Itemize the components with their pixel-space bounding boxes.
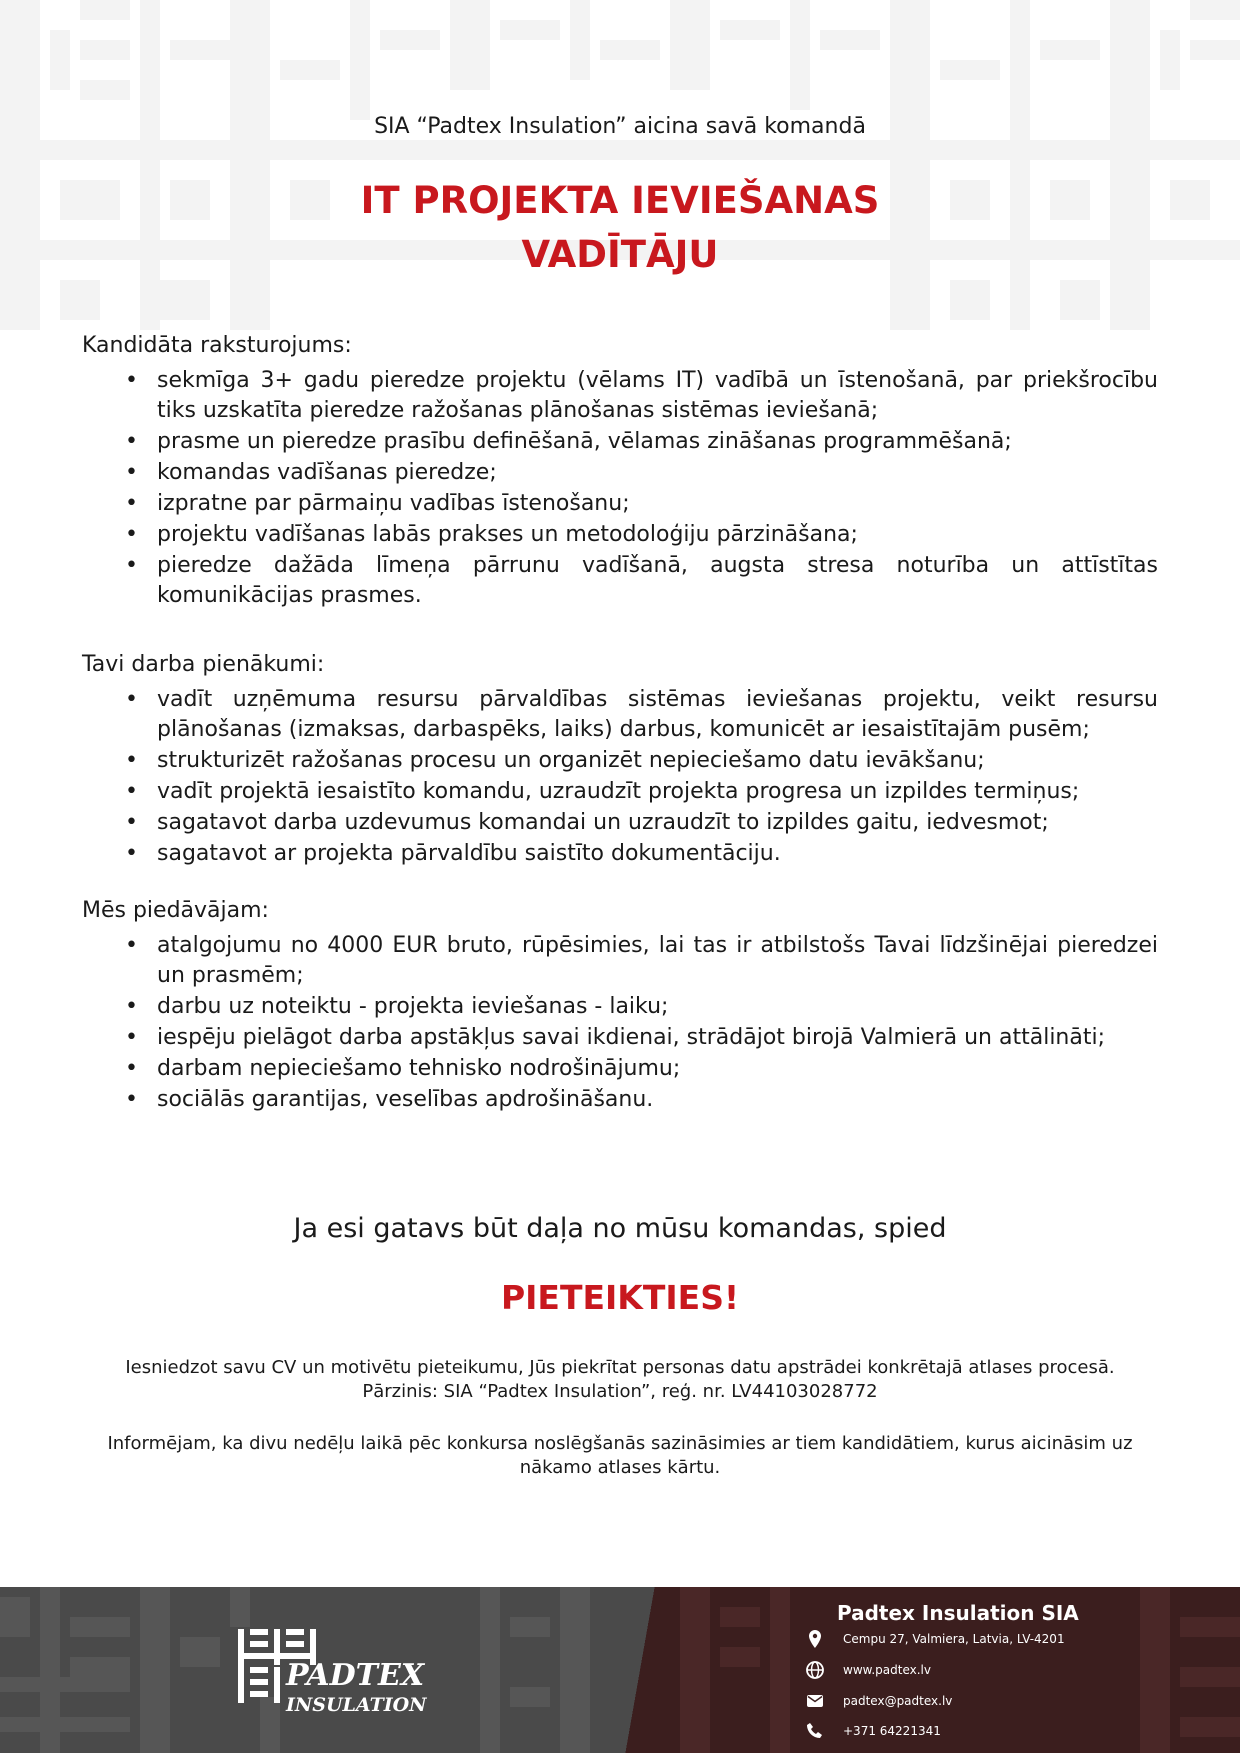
address-text: Cempu 27, Valmiera, Latvia, LV-4201 <box>843 1632 1065 1646</box>
website-link[interactable]: www.padtex.lv <box>843 1663 931 1677</box>
section-heading: Mēs piedāvājam: <box>82 898 269 923</box>
phone-icon <box>805 1721 825 1741</box>
envelope-icon <box>805 1691 825 1711</box>
location-pin-icon <box>805 1629 825 1649</box>
consent-notice <box>82 1356 1158 1404</box>
list-item: • prasme un pieredze prasību definēšanā, vēlamas zināšanas programmēšanā; <box>82 427 1158 457</box>
company-name: Padtex Insulation SIA <box>837 1601 1079 1625</box>
list-item: • iespēju pielāgot darba apstākļus savai ikdienai, strādājot birojā Valmierā un attālināti; <box>82 1023 1158 1053</box>
list-item: • strukturizēt ražošanas procesu un organizēt nepieciešamo datu ievākšanu; <box>82 746 1158 776</box>
selection-info: Informējam, ka divu nedēļu laikā pēc konkursa noslēgšanās sazināsimies ar tiem kandidātiem, kurus aicināsim uz nākamo atlases kārtu. <box>107 1433 1133 1478</box>
section-heading: Tavi darba pienākumi: <box>82 652 325 677</box>
footer <box>0 1587 1240 1753</box>
duties-list <box>82 685 1158 869</box>
section-heading: Kandidāta raksturojums: <box>82 333 352 358</box>
list-item: • sekmīga 3+ gadu pieredze projektu (vēlams IT) vadībā un īstenošanā, par priekšrocību tiks uzskatīta pieredze ražošanas plānošanas sistēmas ieviešanā; <box>82 366 1158 426</box>
requirements-list <box>82 366 1158 611</box>
cta-text: Ja esi gatavs būt daļa no mūsu komandas, spied <box>293 1213 947 1244</box>
contact-email[interactable] <box>805 1690 952 1712</box>
logo-text-padtex: PADTEX <box>286 1658 425 1693</box>
list-item: • sociālās garantijas, veselības apdrošināšanu. <box>82 1085 1158 1115</box>
job-title-line1: IT PROJEKTA IEVIEŠANAS <box>360 179 880 222</box>
consent-line: Iesniedzot savu CV un motivētu pieteikumu, Jūs piekrītat personas datu apstrādei konkrētajā atlases procesā. <box>125 1357 1115 1378</box>
list-item: • sagatavot ar projekta pārvaldību saistīto dokumentāciju. <box>82 839 1158 869</box>
email-link[interactable]: padtex@padtex.lv <box>843 1694 953 1708</box>
section-offer <box>82 898 1158 1116</box>
list-item: • komandas vadīšanas pieredze; <box>82 458 1158 488</box>
list-item: • vadīt uzņēmuma resursu pārvaldības sistēmas ieviešanas projektu, veikt resursu plānošanas (izmaksas, darbaspēks, laiks) darbus, komunicēt ar iesaistītajām pusēm; <box>82 685 1158 745</box>
apply-link[interactable]: PIETEIKTIES! <box>500 1278 740 1317</box>
list-item: • projektu vadīšanas labās prakses un metodoloģiju pārzināšana; <box>82 520 1158 550</box>
footer-divider <box>600 1587 680 1753</box>
logo-text-insulation: INSULATION <box>286 1694 427 1716</box>
list-item: • pieredze dažāda līmeņa pārrunu vadīšanā, augsta stresa noturība un attīstītas komunikācijas prasmes. <box>82 551 1158 611</box>
list-item: • atalgojumu no 4000 EUR bruto, rūpēsimies, lai tas ir atbilstošs Tavai līdzšinējai pieredzei un prasmēm; <box>82 931 1158 991</box>
padtex-logo <box>238 1627 468 1717</box>
list-item: • vadīt projektā iesaistīto komandu, uzraudzīt projekta progresa un izpildes termiņus; <box>82 777 1158 807</box>
job-title-line2: VADĪTĀJU <box>521 233 719 276</box>
phone-link[interactable]: +371 64221341 <box>843 1724 941 1738</box>
intro-text: SIA “Padtex Insulation” aicina savā komandā <box>374 114 866 139</box>
list-item: • darbu uz noteiktu - projekta ieviešanas - laiku; <box>82 992 1158 1022</box>
list-item: • darbam nepieciešamo tehnisko nodrošinājumu; <box>82 1054 1158 1084</box>
section-duties <box>82 652 1158 870</box>
contact-web[interactable] <box>805 1659 931 1681</box>
contact-phone[interactable] <box>805 1720 941 1742</box>
section-candidate-profile <box>82 333 1158 612</box>
list-item: • izpratne par pārmaiņu vadības īstenošanu; <box>82 489 1158 519</box>
globe-icon <box>805 1660 825 1680</box>
controller-line: Pārzinis: SIA “Padtex Insulation”, reģ. nr. LV44103028772 <box>362 1381 878 1402</box>
list-item: • sagatavot darba uzdevumus komandai un uzraudzīt to izpildes gaitu, iedvesmot; <box>82 808 1158 838</box>
offer-list <box>82 931 1158 1115</box>
job-title <box>0 174 1240 282</box>
contact-address <box>805 1628 1065 1650</box>
